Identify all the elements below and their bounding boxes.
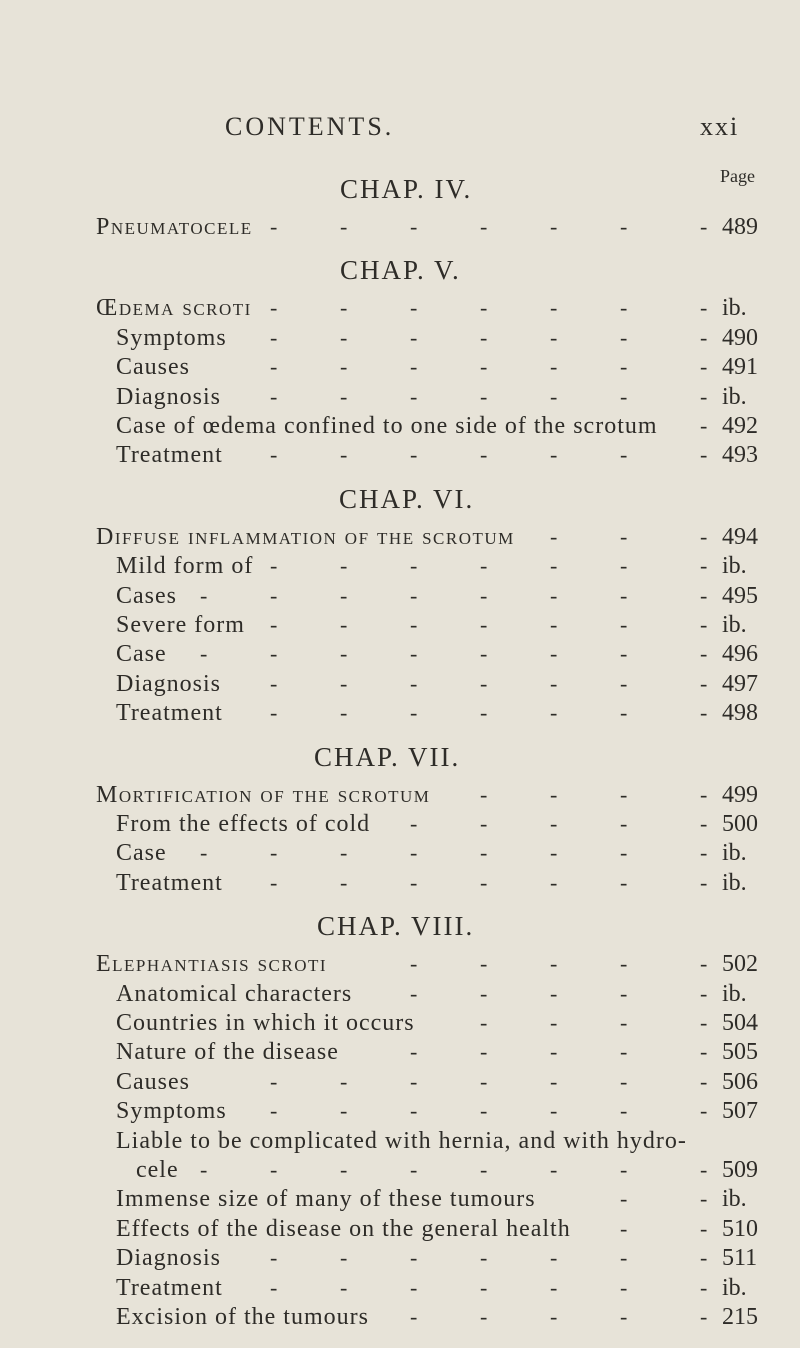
leader-dash: - [480, 700, 488, 726]
leader-dash: - [480, 811, 488, 836]
toc-entry [0, 610, 800, 640]
leader-dash: - [270, 840, 278, 866]
leader-dash: - [410, 1304, 418, 1329]
leader-dash: - [620, 781, 628, 807]
entry-page: 511 [722, 1245, 758, 1272]
leader-dash: - [550, 612, 558, 637]
toc-entry [0, 1273, 800, 1303]
dot-leader [0, 1155, 712, 1185]
entry-text: Mortification of the scrotum [96, 781, 431, 808]
entry-text: Diagnosis [116, 670, 221, 697]
leader-dash: - [620, 1039, 628, 1065]
leader-dash: - [270, 295, 278, 321]
leader-dash: - [270, 1274, 278, 1300]
leader-dash: - [620, 980, 628, 1006]
leader-dash: - [340, 295, 348, 321]
leader-dash: - [410, 811, 418, 836]
leader-dash: - [620, 324, 628, 350]
leader-dash: - [700, 1186, 708, 1212]
leader-dash: - [550, 1068, 558, 1094]
leader-dash: - [550, 324, 558, 350]
leader-dash: - [620, 869, 628, 895]
leader-dash: - [620, 1274, 628, 1300]
leader-dash: - [480, 1304, 488, 1329]
leader-dash: - [340, 1157, 348, 1182]
entry-page: 490 [722, 324, 758, 351]
toc-entry [0, 1243, 800, 1273]
leader-dash: - [410, 869, 418, 895]
entry-page: ib. [722, 1274, 747, 1301]
running-header [0, 112, 800, 152]
toc-entry [0, 293, 800, 323]
leader-dash: - [410, 641, 418, 667]
dot-leader [0, 323, 712, 353]
leader-dash: - [340, 1274, 348, 1300]
leader-dash: - [410, 582, 418, 608]
running-title: CONTENTS. [225, 112, 395, 141]
leader-dash: - [620, 1098, 628, 1124]
entry-text: Anatomical characters [116, 980, 353, 1007]
entry-text: Treatment [116, 1274, 223, 1301]
leader-dash: - [410, 1274, 418, 1300]
leader-dash: - [550, 840, 558, 866]
leader-dash: - [620, 1215, 628, 1241]
leader-dash: - [480, 582, 488, 608]
dot-leader [0, 1096, 712, 1126]
leader-dash: - [410, 214, 418, 239]
entry-text: Diagnosis [116, 1245, 221, 1272]
leader-dash: - [410, 442, 418, 468]
leader-dash: - [550, 1157, 558, 1182]
leader-dash: - [550, 383, 558, 409]
leader-dash: - [340, 700, 348, 726]
leader-dash: - [620, 1186, 628, 1212]
leader-dash: - [410, 324, 418, 350]
toc-entry [0, 868, 800, 898]
dot-leader [0, 669, 712, 699]
dot-leader [0, 1243, 712, 1273]
leader-dash: - [550, 781, 558, 807]
toc-entry [0, 522, 800, 552]
entry-page: ib. [722, 840, 747, 867]
leader-dash: - [620, 1157, 628, 1182]
leader-dash: - [270, 354, 278, 380]
toc-entry [0, 1008, 800, 1038]
leader-dash: - [550, 442, 558, 468]
leader-dash: - [700, 1098, 708, 1124]
leader-dash: - [340, 612, 348, 637]
leader-dash: - [700, 700, 708, 726]
entry-page: 492 [722, 413, 758, 439]
leader-dash: - [340, 1245, 348, 1271]
leader-dash: - [700, 553, 708, 579]
entry-page: 506 [722, 1068, 758, 1095]
entry-page: 507 [722, 1098, 758, 1125]
leader-dash: - [700, 1039, 708, 1065]
leader-dash: - [550, 1039, 558, 1065]
dot-leader [0, 1273, 712, 1303]
leader-dash: - [340, 553, 348, 579]
toc-entry [0, 979, 800, 1009]
leader-dash: - [410, 670, 418, 696]
entry-text: Causes [116, 354, 190, 381]
leader-dash: - [700, 1245, 708, 1271]
leader-dash: - [700, 1157, 708, 1182]
leader-dash: - [480, 1039, 488, 1065]
entry-page: ib. [722, 980, 747, 1007]
leader-dash: - [340, 670, 348, 696]
leader-dash: - [270, 700, 278, 726]
leader-dash: - [550, 582, 558, 608]
toc-entry [0, 669, 800, 699]
entry-text: Diagnosis [116, 383, 221, 410]
entry-text: Elephantiasis scroti [96, 951, 328, 978]
leader-dash: - [620, 354, 628, 380]
leader-dash: - [480, 1010, 488, 1035]
leader-dash: - [480, 781, 488, 807]
leader-dash: - [700, 1274, 708, 1300]
entry-page: 489 [722, 214, 758, 240]
leader-dash: - [480, 295, 488, 321]
leader-dash: - [410, 1039, 418, 1065]
leader-dash: - [620, 951, 628, 977]
leader-dash: - [340, 383, 348, 409]
leader-dash: - [620, 582, 628, 608]
entry-page: ib. [722, 1186, 747, 1213]
toc-entry [0, 1155, 800, 1185]
entry-text: Symptoms [116, 324, 227, 351]
entry-page: 505 [722, 1039, 758, 1066]
entry-page: 509 [722, 1157, 758, 1183]
leader-dash: - [410, 1098, 418, 1124]
leader-dash: - [700, 1304, 708, 1329]
leader-dash: - [700, 612, 708, 637]
dot-leader [0, 440, 712, 470]
leader-dash: - [550, 1098, 558, 1124]
leader-dash: - [480, 1068, 488, 1094]
leader-dash: - [340, 641, 348, 667]
dot-leader [0, 581, 712, 611]
leader-dash: - [270, 214, 278, 239]
leader-dash: - [480, 324, 488, 350]
leader-dash: - [620, 700, 628, 726]
entry-text: Treatment [116, 869, 223, 896]
entry-text: Severe form [116, 612, 245, 638]
entry-text: Treatment [116, 700, 223, 727]
leader-dash: - [270, 1098, 278, 1124]
leader-dash: - [410, 553, 418, 579]
entry-page: 491 [722, 354, 758, 381]
leader-dash: - [700, 781, 708, 807]
leader-dash: - [700, 980, 708, 1006]
leader-dash: - [410, 980, 418, 1006]
entry-page: 495 [722, 582, 758, 609]
leader-dash: - [700, 383, 708, 409]
leader-dash: - [340, 582, 348, 608]
entry-text: Diffuse inflammation of the scrotum [96, 523, 515, 550]
leader-dash: - [340, 442, 348, 468]
leader-dash: - [620, 612, 628, 637]
leader-dash: - [410, 700, 418, 726]
entry-text: Liable to be complicated with hernia, and with hydro- [116, 1127, 687, 1154]
entry-page: 496 [722, 641, 758, 668]
entry-page: 510 [722, 1215, 758, 1242]
leader-dash: - [550, 951, 558, 977]
leader-dash: - [700, 840, 708, 866]
chapter-heading: CHAP. VII. [314, 741, 461, 772]
leader-dash: - [700, 951, 708, 977]
entry-page: 498 [722, 700, 758, 727]
leader-dash: - [480, 214, 488, 239]
toc-entry [0, 1302, 800, 1332]
leader-dash: - [410, 354, 418, 380]
leader-dash: - [200, 840, 208, 866]
leader-dash: - [550, 670, 558, 696]
leader-dash: - [270, 582, 278, 608]
leader-dash: - [700, 295, 708, 321]
leader-dash: - [270, 442, 278, 468]
toc-entry [0, 551, 800, 581]
dot-leader [0, 610, 712, 640]
entry-text: Mild form of [116, 553, 254, 580]
leader-dash: - [340, 214, 348, 239]
leader-dash: - [700, 214, 708, 239]
chapter-heading: CHAP. IV. [340, 174, 473, 204]
leader-dash: - [200, 641, 208, 667]
leader-dash: - [340, 1068, 348, 1094]
entry-text: Symptoms [116, 1098, 227, 1125]
toc-entry [0, 1067, 800, 1097]
toc-entry [0, 1126, 800, 1156]
toc-entry [0, 780, 800, 810]
leader-dash: - [700, 1215, 708, 1241]
entry-page: 504 [722, 1010, 758, 1036]
leader-dash: - [270, 641, 278, 667]
leader-dash: - [200, 582, 208, 608]
leader-dash: - [620, 442, 628, 468]
leader-dash: - [410, 295, 418, 321]
dot-leader [0, 639, 712, 669]
leader-dash: - [480, 442, 488, 468]
entry-text: Treatment [116, 442, 223, 469]
entry-text: Case of œdema confined to one side of the scrotum [116, 413, 658, 439]
leader-dash: - [550, 811, 558, 836]
leader-dash: - [480, 354, 488, 380]
page-number: xxi [700, 112, 740, 141]
leader-dash: - [700, 1010, 708, 1035]
chapter-heading: CHAP. VI. [339, 483, 475, 514]
leader-dash: - [620, 641, 628, 667]
entry-text: From the effects of cold [116, 811, 371, 837]
leader-dash: - [340, 869, 348, 895]
toc-entry [0, 212, 800, 242]
leader-dash: - [550, 980, 558, 1006]
leader-dash: - [550, 523, 558, 549]
leader-dash: - [410, 612, 418, 637]
leader-dash: - [410, 383, 418, 409]
dot-leader [0, 1037, 712, 1067]
entry-page: ib. [722, 295, 747, 322]
entry-text: Causes [116, 1068, 190, 1095]
leader-dash: - [700, 1068, 708, 1094]
leader-dash: - [270, 553, 278, 579]
dot-leader [0, 352, 712, 382]
leader-dash: - [480, 980, 488, 1006]
toc-entry [0, 440, 800, 470]
leader-dash: - [550, 553, 558, 579]
dot-leader [0, 551, 712, 581]
leader-dash: - [270, 869, 278, 895]
leader-dash: - [480, 1098, 488, 1124]
leader-dash: - [550, 641, 558, 667]
leader-dash: - [620, 383, 628, 409]
entry-text: Œdema scroti [96, 295, 252, 322]
dot-leader [0, 838, 712, 868]
toc-entry [0, 809, 800, 839]
toc-entry [0, 581, 800, 611]
leader-dash: - [620, 670, 628, 696]
leader-dash: - [550, 295, 558, 321]
leader-dash: - [620, 811, 628, 836]
leader-dash: - [550, 1010, 558, 1035]
toc-entry [0, 639, 800, 669]
entry-page: 499 [722, 781, 758, 808]
entry-page: 500 [722, 811, 758, 837]
leader-dash: - [550, 1274, 558, 1300]
leader-dash: - [200, 1157, 208, 1182]
entry-text: Immense size of many of these tumours [116, 1186, 536, 1213]
leader-dash: - [270, 1068, 278, 1094]
leader-dash: - [550, 354, 558, 380]
leader-dash: - [340, 354, 348, 380]
entry-text: Cases [116, 582, 177, 609]
entry-page: ib. [722, 383, 747, 410]
leader-dash: - [410, 1157, 418, 1182]
entry-text: Nature of the disease [116, 1039, 339, 1066]
leader-dash: - [270, 670, 278, 696]
toc-entry [0, 382, 800, 412]
leader-dash: - [480, 1157, 488, 1182]
entry-page: ib. [722, 553, 747, 580]
leader-dash: - [410, 1245, 418, 1271]
toc-entry [0, 949, 800, 979]
dot-leader [0, 698, 712, 728]
entry-page: 494 [722, 523, 758, 550]
entry-page: 493 [722, 442, 758, 469]
leader-dash: - [480, 670, 488, 696]
entry-text: cele [136, 1157, 179, 1183]
toc-entry [0, 1184, 800, 1214]
toc-entry [0, 352, 800, 382]
leader-dash: - [620, 1304, 628, 1329]
leader-dash: - [700, 442, 708, 468]
leader-dash: - [480, 840, 488, 866]
dot-leader [0, 382, 712, 412]
leader-dash: - [550, 1304, 558, 1329]
leader-dash: - [700, 670, 708, 696]
entry-text: Case [116, 840, 167, 867]
leader-dash: - [410, 1068, 418, 1094]
entry-text: Countries in which it occurs [116, 1010, 415, 1036]
chapter-heading: CHAP. VIII. [317, 911, 475, 942]
leader-dash: - [620, 214, 628, 239]
leader-dash: - [480, 951, 488, 977]
leader-dash: - [270, 612, 278, 637]
dot-leader [0, 979, 712, 1009]
leader-dash: - [700, 869, 708, 895]
leader-dash: - [410, 951, 418, 977]
toc-entry [0, 323, 800, 353]
toc-entry [0, 838, 800, 868]
page-column-label: Page [720, 166, 755, 186]
leader-dash: - [620, 840, 628, 866]
entry-text: Effects of the disease on the general health [116, 1215, 571, 1242]
leader-dash: - [410, 840, 418, 866]
dot-leader [0, 1067, 712, 1097]
leader-dash: - [700, 523, 708, 549]
leader-dash: - [340, 324, 348, 350]
leader-dash: - [700, 324, 708, 350]
leader-dash: - [270, 1157, 278, 1182]
leader-dash: - [620, 295, 628, 321]
leader-dash: - [620, 1068, 628, 1094]
leader-dash: - [700, 413, 708, 438]
toc-entry [0, 1096, 800, 1126]
leader-dash: - [480, 641, 488, 667]
leader-dash: - [700, 354, 708, 380]
toc-entry [0, 1037, 800, 1067]
leader-dash: - [480, 383, 488, 409]
leader-dash: - [700, 811, 708, 836]
entry-page: 502 [722, 951, 758, 978]
leader-dash: - [700, 582, 708, 608]
leader-dash: - [550, 700, 558, 726]
leader-dash: - [480, 553, 488, 579]
leader-dash: - [270, 1245, 278, 1271]
leader-dash: - [700, 641, 708, 667]
entry-page: ib. [722, 612, 747, 638]
leader-dash: - [550, 1245, 558, 1271]
leader-dash: - [620, 1245, 628, 1271]
leader-dash: - [550, 214, 558, 239]
entry-page: ib. [722, 869, 747, 896]
leader-dash: - [340, 1098, 348, 1124]
leader-dash: - [620, 523, 628, 549]
toc-entry [0, 698, 800, 728]
leader-dash: - [480, 1274, 488, 1300]
leader-dash: - [620, 1010, 628, 1035]
leader-dash: - [480, 1245, 488, 1271]
leader-dash: - [620, 553, 628, 579]
entry-page: 497 [722, 670, 758, 697]
chapter-heading: CHAP. V. [340, 255, 461, 286]
toc-entry [0, 411, 800, 441]
leader-dash: - [480, 612, 488, 637]
toc-entry [0, 1214, 800, 1244]
leader-dash: - [270, 383, 278, 409]
leader-dash: - [480, 869, 488, 895]
entry-text: Pneumatocele [96, 214, 253, 240]
dot-leader [0, 868, 712, 898]
leader-dash: - [340, 840, 348, 866]
entry-page: 215 [722, 1304, 758, 1330]
entry-text: Excision of the tumours [116, 1304, 369, 1330]
entry-text: Case [116, 641, 167, 668]
leader-dash: - [550, 869, 558, 895]
leader-dash: - [270, 324, 278, 350]
